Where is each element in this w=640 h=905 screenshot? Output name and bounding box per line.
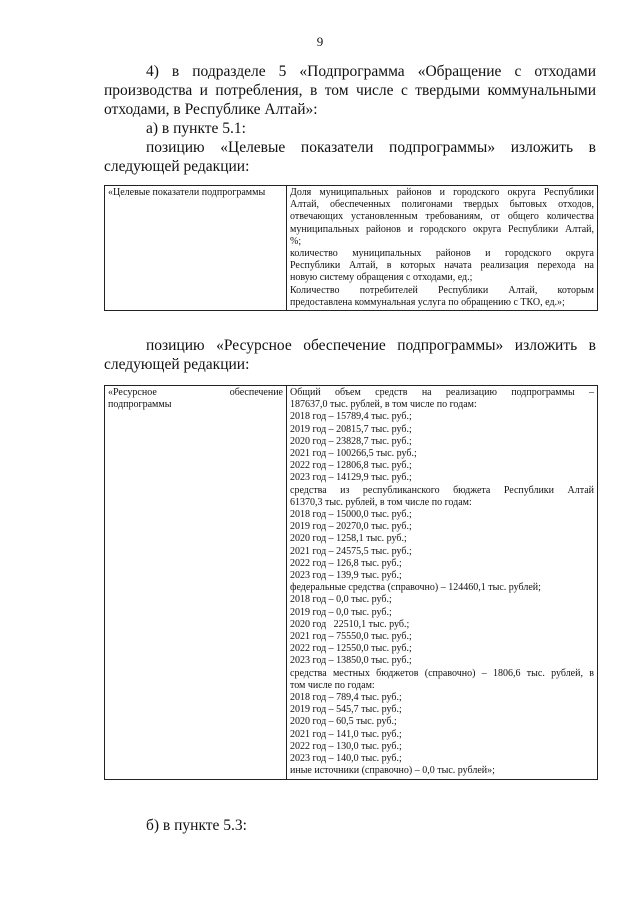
page-number: 9 [316,34,324,49]
item-a: а) в пункте 5.1: [146,120,246,137]
intro-line: производства и потребления, в том числе с твердыми коммунальными [104,82,596,99]
position2-line: позицию «Ресурсное обеспечение подпрограммы» изложить в [146,337,596,354]
position1-line: следующей редакции: [104,158,250,175]
table2-line: 2023 год – 140,0 тыс. руб.; [290,753,402,765]
table2-line: 2022 год – 12550,0 тыс. руб.; [290,643,412,655]
table2-label [105,386,287,780]
table2-line: 2020 год – 60,5 тыс. руб.; [290,716,397,728]
table2-line: 2023 год – 14129,9 тыс. руб.; [290,472,412,484]
table2-line: 2021 год – 75550,0 тыс. руб.; [290,631,412,643]
table2-line: том числе по годам: [290,679,375,691]
table2-line: 2019 год – 0,0 тыс. руб.; [290,606,392,618]
position1-line: позицию «Целевые показатели подпрограммы» изложить в [146,139,596,156]
table1-content [287,186,598,311]
table2-line: 2019 год – 20270,0 тыс. руб.; [290,521,412,533]
table2-line: федеральные средства (справочно) – 124460,1 тыс. рублей; [290,582,541,594]
table1-line: %; [290,235,302,247]
table1-line: отвечающих установленным требованиям, от общего количества [290,211,594,223]
position2-paragraph [104,336,596,374]
table2-line: средства из республиканского бюджета Республики Алтай [290,484,594,496]
intro-line: отходами, в Республике Алтай»: [104,101,318,118]
table1-line: муниципальных районов и городского округа Республики Алтай, [290,223,594,235]
table2-line: 2018 год – 789,4 тыс. руб.; [290,692,402,704]
table2-line: 2018 год – 0,0 тыс. руб.; [290,594,392,606]
table2-line: 2018 год – 15789,4 тыс. руб.; [290,411,412,423]
intro-line: 4) в подразделе 5 «Подпрограмма «Обращение с отходами [146,63,596,80]
table2-line: 2018 год – 15000,0 тыс. руб.; [290,509,412,521]
table1-line: Республики Алтай, в которых начата реализация перехода на [290,260,594,272]
position1-paragraph [104,138,596,176]
table1-line: новую систему обращения с отходами, ед.; [290,272,473,284]
table2-line: 187637,0 тыс. рублей, в том числе по годам: [290,399,477,411]
table2-line: 2022 год – 126,8 тыс. руб.; [290,557,402,569]
table2-line: 2021 год – 100266,5 тыс. руб.; [290,448,417,460]
table2-line: 2021 год – 141,0 тыс. руб.; [290,728,402,740]
table1-line: Количество потребителей Республики Алтай, которым [290,284,594,296]
table2-line: 2019 год – 545,7 тыс. руб.; [290,704,402,716]
table2-line: 2020 год – 1258,1 тыс. руб.; [290,533,407,545]
table2-line: 2019 год – 20815,7 тыс. руб.; [290,423,412,435]
table2-content [287,386,598,780]
table2-line: 61370,3 тыс. рублей, в том числе по годам: [290,496,472,508]
table2-line: 2022 год – 130,0 тыс. руб.; [290,740,402,752]
table1-line: Алтай, обеспеченных полигонами твердых бытовых отходов, [290,199,594,211]
table2-line: иные источники (справочно) – 0,0 тыс. рублей»; [290,765,495,777]
table2-line: 2023 год – 139,9 тыс. руб.; [290,570,402,582]
item-b: б) в пункте 5.3: [146,817,247,834]
intro-paragraph [104,62,596,119]
table1-line: предоставлена коммунальная услуга по обращению с ТКО, ед.»; [290,296,565,308]
table1-line: Доля муниципальных районов и городского округа Республики [290,187,594,198]
position2-line: следующей редакции: [104,356,250,373]
table2-line: 2020 год 22510,1 тыс. руб.; [290,618,410,630]
table2-line: средства местных бюджетов (справочно) – 1806,6 тыс. рублей, в [290,667,594,679]
table1-line: количество муниципальных районов и городского округа [290,248,594,260]
table2-label-line: «Ресурсное обеспечение [108,387,283,398]
resource-provision-table [104,385,598,780]
target-indicators-table [104,185,598,311]
table2-label-line: подпрограммы [108,399,172,411]
table2-line: 2021 год – 24575,5 тыс. руб.; [290,545,412,557]
table2-line: 2020 год – 23828,7 тыс. руб.; [290,435,412,447]
table-row [105,386,598,780]
table2-line: Общий объем средств на реализацию подпрограммы – [290,387,594,398]
table1-label: «Целевые показатели подпрограммы [105,186,287,311]
table2-line: 2023 год – 13850,0 тыс. руб.; [290,655,412,667]
table2-line: 2022 год – 12806,8 тыс. руб.; [290,460,412,472]
table-row [105,186,598,311]
